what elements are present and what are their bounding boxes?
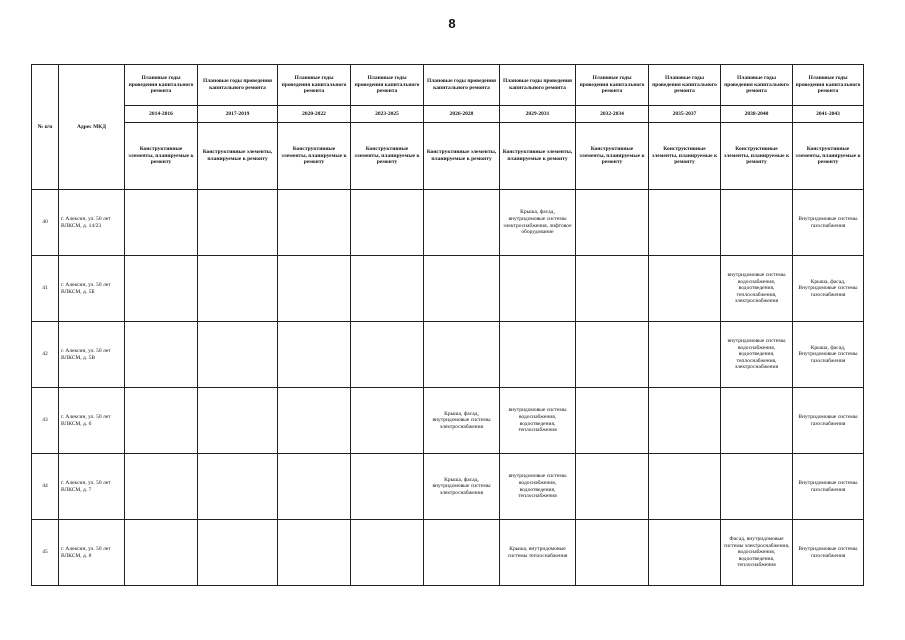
row-address: г. Алексин, ул. 50 лет ВЛКСМ, д. 5Б [59, 256, 125, 322]
repair-elements-cell [500, 256, 576, 322]
repair-elements-cell [424, 256, 500, 322]
repair-elements-cell [649, 256, 721, 322]
period-elements-label: Конструктивные элементы, планируемые к ремонту [198, 123, 278, 190]
repair-elements-cell [125, 388, 198, 454]
period-years-2032-2034: 2032-2034 [576, 106, 649, 123]
period-header-label: Плановые годы проведения капитального ремонта [424, 65, 500, 106]
period-elements-label: Конструктивные элементы, планируемые к ремонту [125, 123, 198, 190]
repair-elements-cell [278, 520, 351, 586]
table-row [32, 454, 864, 520]
repair-elements-cell [576, 256, 649, 322]
row-number: 43 [32, 388, 59, 454]
row-address: г. Алексин, ул. 50 лет ВЛКСМ, д. 8 [59, 520, 125, 586]
period-years-2038-2040: 2038-2040 [721, 106, 793, 123]
repair-elements-cell [278, 256, 351, 322]
row-number: 44 [32, 454, 59, 520]
period-years-2014-2016: 2014-2016 [125, 106, 198, 123]
row-address: г. Алексин, ул. 50 лет ВЛКСМ, д. 7 [59, 454, 125, 520]
period-header-label: Плановые годы проведения капитального ремонта [500, 65, 576, 106]
repair-elements-cell [198, 454, 278, 520]
table-row [32, 322, 864, 388]
period-header-label: Плановые годы проведения капитального ремонта [576, 65, 649, 106]
repair-elements-cell [125, 256, 198, 322]
period-elements-label: Конструктивные элементы, планируемые к ремонту [721, 123, 793, 190]
period-elements-label: Конструктивные элементы, планируемые к ремонту [351, 123, 424, 190]
repair-elements-cell [649, 190, 721, 256]
repair-elements-cell [198, 322, 278, 388]
repair-elements-cell: Внутридомовые системы газоснабжения [793, 388, 864, 454]
repair-elements-cell [198, 520, 278, 586]
row-address: г. Алексин, ул. 50 лет ВЛКСМ, д. 14/23 [59, 190, 125, 256]
period-header-label: Плановые годы проведения капитального ремонта [649, 65, 721, 106]
period-elements-label: Конструктивные элементы, планируемые к ремонту [278, 123, 351, 190]
repair-elements-cell [576, 520, 649, 586]
repair-elements-cell [576, 322, 649, 388]
period-years-2035-2037: 2035-2037 [649, 106, 721, 123]
repair-elements-cell [351, 454, 424, 520]
repair-elements-cell: внутридомовые системы водоснабжения, водоотведения, теплоснабжения, электроснабжения [721, 322, 793, 388]
repair-elements-cell: Крыша, фасад, внутридомовые системы электроснабжения, лифтовое оборудование [500, 190, 576, 256]
repair-elements-cell [198, 256, 278, 322]
table-header [32, 65, 864, 190]
repair-elements-cell [351, 388, 424, 454]
repair-elements-cell [424, 520, 500, 586]
row-address: г. Алексин, ул. 50 лет ВЛКСМ, д. 5В [59, 322, 125, 388]
period-years-2020-2022: 2020-2022 [278, 106, 351, 123]
repair-elements-cell [649, 520, 721, 586]
repair-elements-cell [198, 190, 278, 256]
period-years-2026-2028: 2026-2028 [424, 106, 500, 123]
repair-elements-cell [576, 454, 649, 520]
table-body [32, 190, 864, 586]
page-number: 8 [448, 16, 456, 31]
repair-elements-cell [351, 322, 424, 388]
repair-elements-cell [125, 454, 198, 520]
repair-elements-cell [198, 388, 278, 454]
repair-elements-cell [576, 190, 649, 256]
repair-elements-cell [278, 322, 351, 388]
repair-elements-cell: Крыша, фасад, внутридомовые системы электроснабжения [424, 388, 500, 454]
repair-elements-cell [351, 190, 424, 256]
period-elements-label: Конструктивные элементы, планируемые к ремонту [500, 123, 576, 190]
repair-elements-cell [576, 388, 649, 454]
period-header-label: Плановые годы проведения капитального ремонта [793, 65, 864, 106]
period-years-2029-2031: 2029-2031 [500, 106, 576, 123]
period-header-label: Плановые годы проведения капитального ремонта [278, 65, 351, 106]
period-years-2017-2019: 2017-2019 [198, 106, 278, 123]
capital-repair-plan-table [31, 64, 864, 586]
repair-elements-cell [351, 256, 424, 322]
repair-elements-cell: внутридомовые системы водоснабжения, водоотведения, теплоснабжения [500, 454, 576, 520]
table-row [32, 388, 864, 454]
repair-elements-cell [721, 454, 793, 520]
row-address: г. Алексин, ул. 50 лет ВЛКСМ, д. 6 [59, 388, 125, 454]
row-number: 41 [32, 256, 59, 322]
repair-elements-cell [278, 454, 351, 520]
period-elements-label: Конструктивные элементы, планируемые к ремонту [424, 123, 500, 190]
period-header-label: Плановые годы проведения капитального ремонта [721, 65, 793, 106]
repair-elements-cell [649, 322, 721, 388]
repair-elements-cell [125, 520, 198, 586]
period-years-2041-2043: 2041-2043 [793, 106, 864, 123]
repair-elements-cell: Внутридомовые системы газоснабжения [793, 190, 864, 256]
repair-elements-cell [424, 322, 500, 388]
repair-elements-cell: внутридомовые системы водоснабжения, водоотведения, теплоснабжения [500, 388, 576, 454]
repair-elements-cell: внутридомовые системы водоснабжения, водоотведения, теплоснабжения, электроснабжения [721, 256, 793, 322]
repair-elements-cell: Крыша, фасад, Внутридомовые системы газоснабжения [793, 256, 864, 322]
column-header-number: № п/п [32, 65, 59, 190]
period-header-label: Плановые годы проведения капитального ремонта [198, 65, 278, 106]
repair-elements-cell [351, 520, 424, 586]
period-header-label: Плановые годы проведения капитального ремонта [351, 65, 424, 106]
repair-elements-cell [278, 190, 351, 256]
row-number: 42 [32, 322, 59, 388]
row-number: 45 [32, 520, 59, 586]
table-row [32, 520, 864, 586]
table-row [32, 256, 864, 322]
repair-elements-cell: Фасад, внутридомовые системы электроснабжения, водоснабжения, водоотведения, теплоснабжения [721, 520, 793, 586]
repair-elements-cell: Крыша, внутридомовые системы теплоснабжения [500, 520, 576, 586]
repair-elements-cell: Крыша, фасад, Внутридомовые системы газоснабжения [793, 322, 864, 388]
row-number: 40 [32, 190, 59, 256]
repair-elements-cell [424, 190, 500, 256]
period-years-2023-2025: 2023-2025 [351, 106, 424, 123]
repair-elements-cell [721, 190, 793, 256]
repair-elements-cell: Крыша, фасад, внутридомовые системы электроснабжения [424, 454, 500, 520]
repair-elements-cell [649, 454, 721, 520]
repair-elements-cell [649, 388, 721, 454]
repair-elements-cell [278, 388, 351, 454]
repair-elements-cell: Внутридомовые системы газоснабжения [793, 520, 864, 586]
repair-elements-cell [125, 322, 198, 388]
table-row [32, 190, 864, 256]
repair-elements-cell [721, 388, 793, 454]
period-elements-label: Конструктивные элементы, планируемые к ремонту [649, 123, 721, 190]
period-header-label: Плановые годы проведения капитального ремонта [125, 65, 198, 106]
column-header-address: Адрес МКД [59, 65, 125, 190]
repair-elements-cell: Внутридомовые системы газоснабжения [793, 454, 864, 520]
repair-elements-cell [125, 190, 198, 256]
period-elements-label: Конструктивные элементы, планируемые к ремонту [793, 123, 864, 190]
repair-elements-cell [500, 322, 576, 388]
period-elements-label: Конструктивные элементы, планируемые к ремонту [576, 123, 649, 190]
